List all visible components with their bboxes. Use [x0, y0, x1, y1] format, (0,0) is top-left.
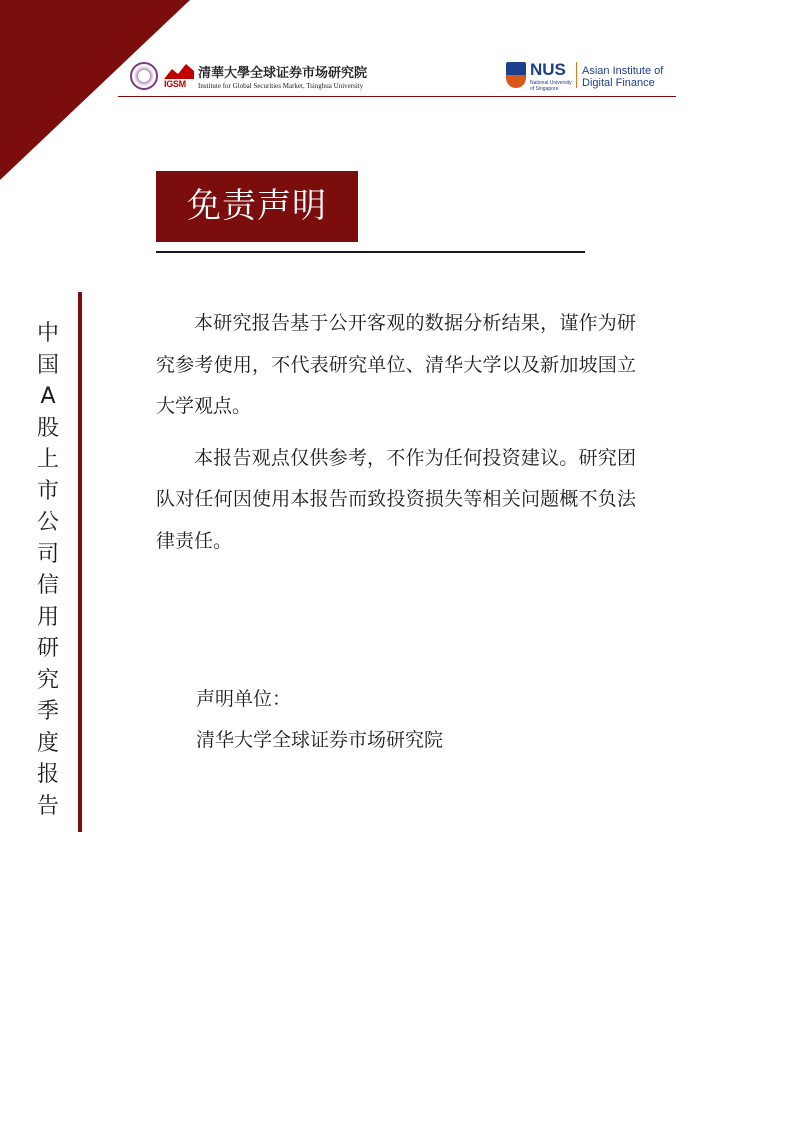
aidf-name: [582, 65, 663, 89]
tsinghua-seal-logo: [130, 62, 158, 90]
side-title-char: 股: [36, 415, 59, 441]
nus-subtitle: National University of Singapore: [530, 80, 572, 92]
title-underline: [156, 251, 585, 253]
side-title-char: 公: [36, 510, 59, 535]
disclaimer-body: [156, 303, 636, 572]
side-accent-bar: [78, 292, 82, 832]
statement-org: 清华大学全球证券市场研究院: [196, 729, 444, 751]
side-title-char: 司: [36, 541, 59, 567]
igsm-logo: [164, 61, 194, 91]
side-title-char: 究: [36, 667, 59, 693]
side-title-char: 信: [36, 573, 59, 598]
side-title-char: 中: [36, 321, 59, 346]
side-title-char: 国: [36, 352, 59, 378]
page-title: 免责声明: [156, 171, 358, 242]
nus-crest-logo: [506, 62, 526, 88]
side-title-char: 报: [36, 762, 59, 787]
side-title-char: 季: [36, 699, 59, 724]
disclaimer-paragraph-2: 本报告观点仅供参考，不作为任何投资建议。研究团队对任何因使用本报告而致投资损失等相关问题概不负法律责任。: [156, 446, 636, 552]
statement-label: 声明单位：: [196, 688, 292, 710]
page-header: [118, 56, 676, 97]
aidf-line-1: Asian Institute of: [582, 65, 664, 77]
igsm-badge: IGSM: [164, 79, 186, 89]
igsm-name-en: Institute for Global Securities Market, Tsinghua University: [198, 82, 364, 90]
igsm-chart-icon: [164, 61, 194, 81]
side-title-char: 上: [36, 447, 59, 472]
igsm-name-cn: 清華大學全球证券市场研究院: [198, 66, 368, 81]
nus-label: NUS: [530, 60, 566, 79]
side-title-char: 研: [36, 636, 59, 661]
side-title-char: 度: [36, 730, 59, 756]
side-report-title: [34, 318, 62, 822]
side-title-char: 用: [36, 604, 59, 630]
side-title-char: A: [40, 384, 56, 409]
aidf-line-2: Digital Finance: [582, 77, 655, 89]
disclaimer-paragraph-1: 本研究报告基于公开客观的数据分析结果，谨作为研究参考使用，不代表研究单位、清华大学以及新加坡国立大学观点。: [156, 312, 636, 417]
statement-block: [196, 679, 443, 761]
side-title-char: 市: [36, 478, 59, 504]
side-title-char: 告: [36, 793, 59, 819]
header-divider: [576, 62, 577, 88]
